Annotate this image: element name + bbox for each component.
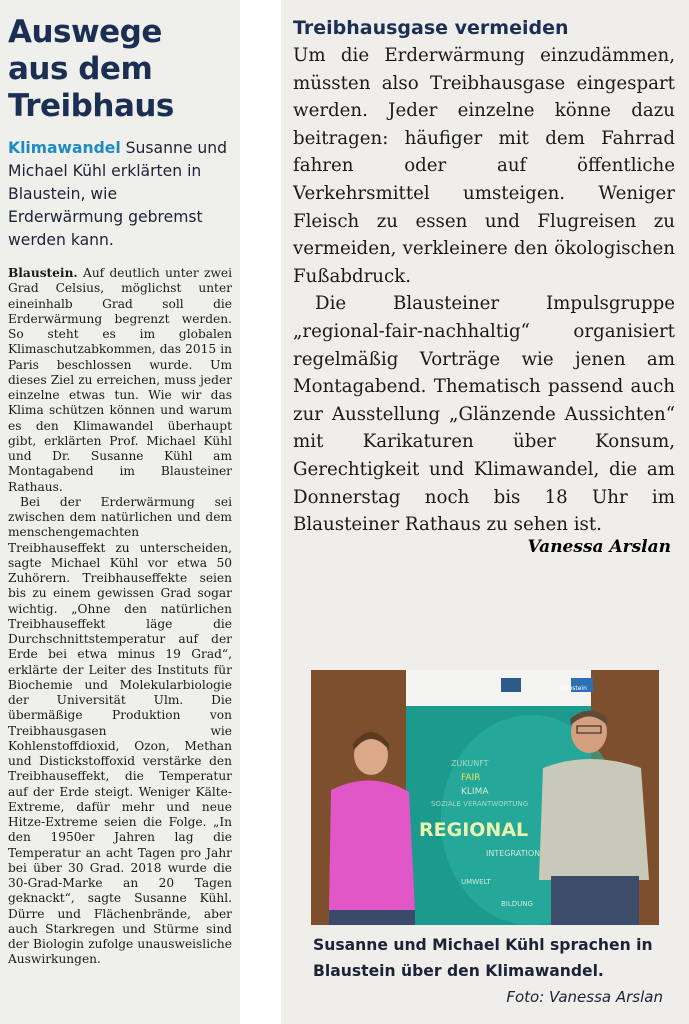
headline-line-2: aus dem [8,51,153,87]
headline-line-1: Auswege [8,14,162,50]
woman-shirt [329,780,415,910]
poster-word-bildung: BILDUNG [501,900,533,908]
poster-word-integration: INTEGRATION [486,849,541,858]
teaser-text: Susanne und Michael Kühl erklärten in Blaustein, wie Erderwärmung gebremst werden kann. [8,139,228,249]
poster-word-regional: REGIONAL [419,819,529,841]
paragraph-3: Um die Erderwärmung einzudämmen, müssten also Treibhausgase eingespart werden. Jeder einzelne könne dazu beitragen: häufiger mit dem Fahrrad fahren oder auf öffentliche Verkehrsmittel umsteigen. Weniger Fleisch zu essen und Flugreisen zu vermeiden, verkleinere den ökologischen Fußabdruck. [293,45,675,287]
teaser [8,137,232,252]
paragraph-2: Bei der Erderwärmung sei zwischen dem natürlichen und dem menschengemachten Treibhauseffekt zu unterscheiden, sagte Michael Kühl vor etwa 50 Zuhörern. Treibhauseffekte seien bis zu einem gewissen Grad sogar wichtig. „Ohne den natürlichen Treibhauseffekt läge die Durchschnittstemperatur auf der Erde bei etwa minus 19 Grad“, erklärte der Leiter des Instituts für Biochemie und Molekularbiologie der Universität Ulm. Die übermäßige Produktion von Treibhausgasen wie Kohlenstoffdioxid, Ozon, Methan und Distickstoffoxid verstärke den Treibhauseffekt, die Temperatur auf der Erde steigt. Weniger Kälte-Extreme, dafür mehr und neue Hitze-Extreme seien die Folge. „In den 1950er Jahren lag die Temperatur an acht Tagen pro Jahr bei über 30 Grad. 2018 wurde die 30-Grad-Marke an 20 Tagen geknackt“, sagte Susanne Kühl. Dürre und Flächenbrände, aber auch Starkregen und Stürme sind der Biologin zufolge unausweisliche Auswirkungen. [8,494,232,967]
article-body-left [8,266,232,968]
poster-logo-blaustein: Blaustein [559,685,587,692]
poster-word-klima: KLIMA [461,787,489,797]
paragraph-1-text: Auf deutlich unter zwei Grad Celsius, möglichst unter eineinhalb Grad soll die Erderwärmung begrenzt werden. So steht es im globalen Klimaschutzabkommen, das 2015 in Paris beschlossen wurde. Um dieses Ziel zu erreichen, muss jeder einzelne etwas tun. Wie wir das Klima schützen können und warum es den Klimawandel überhaupt gibt, erklärten Prof. Michael Kühl und Dr. Susanne Kühl am Montagabend im Blausteiner Rathaus. [8,266,233,494]
paragraph-4: Die Blausteiner Impulsgruppe „regional-fair-nachhaltig“ organisiert regelmäßig Vorträge wie jenen am Montagabend. Thematisch passend auch zur Ausstellung „Glänzende Aussichten“ mit Karikaturen über Konsum, Gerechtigkeit und Klimawandel, die am Donnerstag noch bis 18 Uhr im Blausteiner Rathaus zu sehen ist. [293,293,675,536]
headline-line-3: Treibhaus [8,88,174,124]
poster-word-fair: FAIR [461,773,481,783]
dateline: Blaustein. [8,266,78,280]
man-shirt [539,759,649,880]
subheading: Treibhausgase vermeiden [293,17,569,39]
article-body-right [293,42,675,539]
article-right-column [281,0,689,1024]
photo-illustration [311,670,659,925]
man-jeans [551,876,639,925]
headline [8,14,232,125]
kicker: Klimawandel [8,139,121,157]
article-left-column [0,0,240,1024]
poster-word-umwelt: UMWELT [461,878,491,886]
article-photo [311,670,659,925]
photo-caption [313,932,663,1010]
poster-word-soziale: SOZIALE VERANTWORTUNG [431,800,529,808]
paragraph-1 [8,266,232,495]
caption-text: Susanne und Michael Kühl sprachen in Blaustein über den Klimawandel. [313,936,653,980]
photo-credit: Foto: Vanessa Arslan [506,988,663,1006]
poster-word-zukunft: ZUKUNFT [451,759,489,768]
byline: Vanessa Arslan [527,536,671,557]
